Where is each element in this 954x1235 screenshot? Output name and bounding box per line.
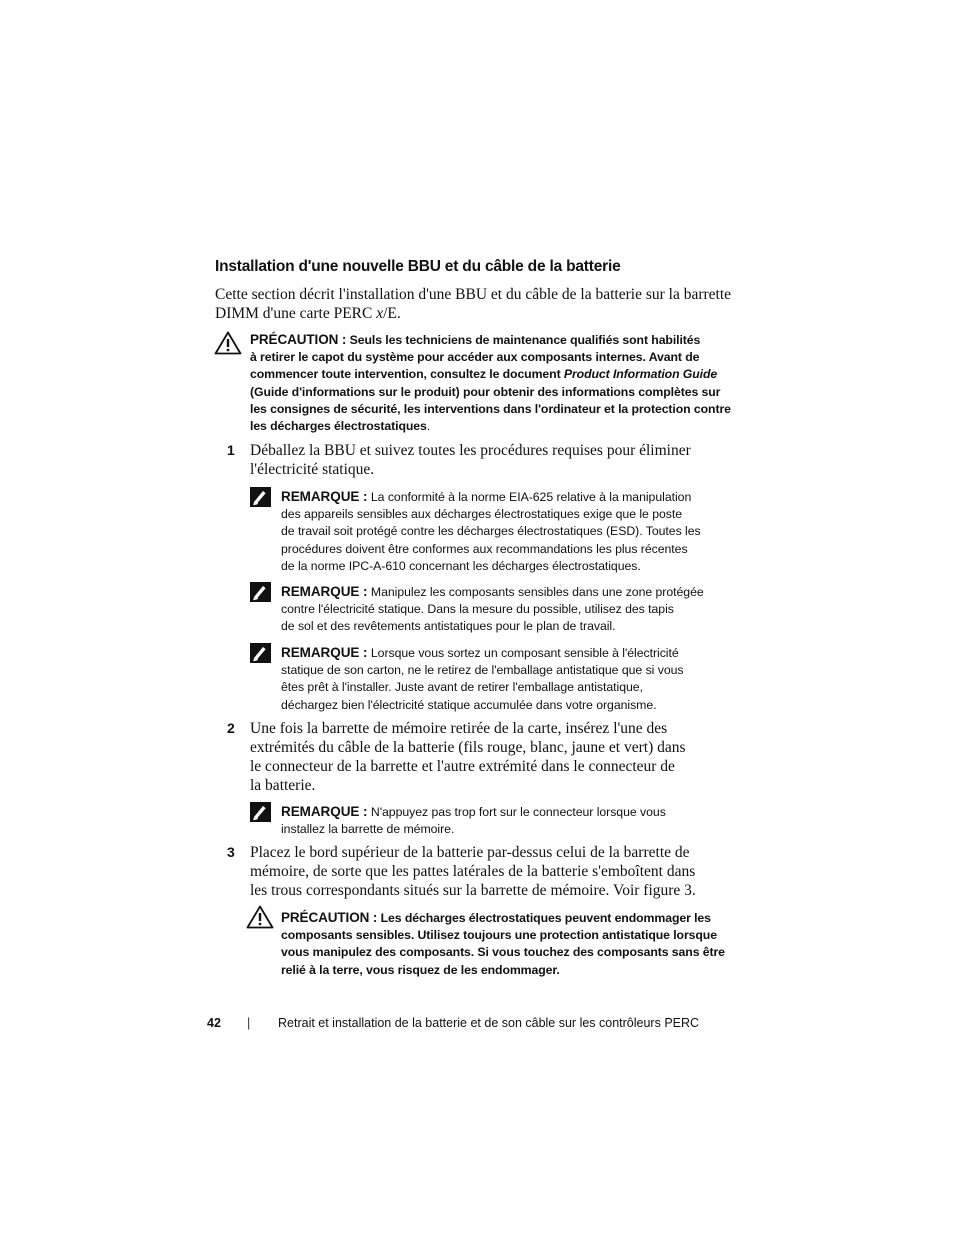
note-label: REMARQUE : bbox=[281, 645, 368, 660]
step-2-text: Une fois la barrette de mémoire retirée de la carte, insérez l'une des extrémités du câble de la batterie (fils rouge, blanc, jaune et vert) dans le connecteur de la barrette et l'autre extrémité dans le connecteur de la batterie. bbox=[250, 720, 686, 794]
footer-separator: | bbox=[247, 1016, 251, 1030]
intro-line-2: DIMM d'une carte PERC x/E. bbox=[215, 305, 401, 322]
note-2: REMARQUE : Manipulez les composants sensibles dans une zone protégée contre l'électricité statique. Dans la mesure du possible, utilisez des tapis de sol et des revêtements antistatiques pour le plan de travail. bbox=[281, 584, 704, 634]
note-label: REMARQUE : bbox=[281, 584, 368, 599]
note-label: REMARQUE : bbox=[281, 489, 368, 504]
note-3: REMARQUE : Lorsque vous sortez un composant sensible à l'électricité statique de son carton, ne le retirez de l'emballage antistatique que si vous êtes prêt à l'installer. Juste avant de retirer l'emballage antistatique, déchargez bien l'électricité statique accumulée dans votre organisme. bbox=[281, 645, 684, 712]
page-number: 42 bbox=[207, 1016, 221, 1030]
caution-label: PRÉCAUTION : bbox=[250, 332, 347, 347]
caution-label: PRÉCAUTION : bbox=[281, 910, 378, 925]
note-1: REMARQUE : La conformité à la norme EIA-625 relative à la manipulation des appareils sensibles aux décharges électrostatiques exige que le poste de travail soit protégé contre les décharges électrostatiques (ESD). Toutes les procédures doivent être conformes aux recommandations les plus récentes de la norme IPC-A-610 concernant les décharges électrostatiques. bbox=[281, 489, 701, 573]
step-1-number: 1 bbox=[227, 442, 235, 458]
step-1-text: Déballez la BBU et suivez toutes les procédures requises pour éliminer l'électricité statique. bbox=[250, 442, 691, 478]
step-3-number: 3 bbox=[227, 844, 235, 860]
note-label: REMARQUE : bbox=[281, 804, 368, 819]
footer-title: Retrait et installation de la batterie et de son câble sur les contrôleurs PERC bbox=[278, 1016, 700, 1030]
step-3-text: Placez le bord supérieur de la batterie par-dessus celui de la barrette de mémoire, de sorte que les pattes latérales de la batterie s'emboîtent dans les trous correspondants situés sur la barrette de mémoire. Voir figure 3. bbox=[250, 844, 696, 899]
intro-line-1: Cette section décrit l'installation d'une BBU et du câble de la batterie sur la barrette bbox=[215, 286, 732, 303]
warning-triangle-icon bbox=[246, 905, 274, 929]
caution-1: PRÉCAUTION : Seuls les techniciens de maintenance qualifiés sont habilités à retirer le capot du système pour accéder aux composants internes. Avant de commencer toute intervention, consultez le document Product Information Guide (Guide d'informations sur le produit) pour obtenir des informations complètes sur les consignes de sécurité, les interventions dans l'ordinateur et la protection contre les décharges électrostatiques. bbox=[250, 332, 731, 434]
note-pencil-icon bbox=[250, 582, 271, 602]
section-heading: Installation d'une nouvelle BBU et du câble de la batterie bbox=[215, 258, 621, 275]
warning-triangle-icon bbox=[214, 331, 242, 355]
intro-paragraph bbox=[215, 285, 735, 323]
note-pencil-icon bbox=[250, 643, 271, 663]
caution-2: PRÉCAUTION : Les décharges électrostatiques peuvent endommager les composants sensibles. Utilisez toujours une protection antistatique lorsque vous manipulez des composants. Si vous touchez des composants sans être relié à la terre, vous risquez de les endommager. bbox=[281, 910, 725, 977]
step-2-number: 2 bbox=[227, 720, 235, 736]
note-4: REMARQUE : N'appuyez pas trop fort sur le connecteur lorsque vous installez la barrette de mémoire. bbox=[281, 804, 666, 837]
note-pencil-icon bbox=[250, 487, 271, 507]
note-pencil-icon bbox=[250, 802, 271, 822]
